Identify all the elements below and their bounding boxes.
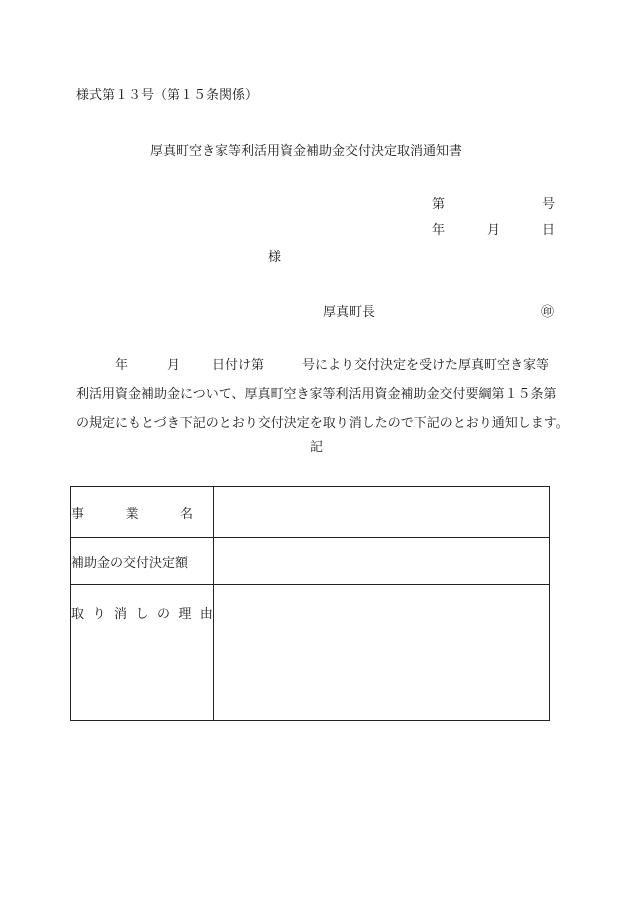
body-line-3: の規定にもとづき下記のとおり交付決定を取り消したので下記のとおり通知します。 (76, 416, 569, 431)
document-number (432, 197, 555, 213)
document-title: 厚真町空き家等利活用資金補助金交付決定取消通知書 (150, 144, 463, 159)
grant-amount-label: 補助金の交付決定額 (71, 538, 214, 585)
body-line-1: 年 月 日付け第 号により交付決定を受けた厚真町空き家等 (115, 358, 550, 373)
sender-name: 厚真町長 (323, 305, 376, 320)
body-line-2: 利活用資金補助金について、厚真町空き家等利活用資金補助金交付要綱第１５条第 (76, 387, 557, 402)
row-cancel-reason (71, 585, 550, 721)
date-year: 年 (432, 223, 446, 238)
row-grant-amount (71, 538, 550, 585)
form-number: 様式第１３号（第１５条関係） (76, 88, 259, 103)
project-name-label: 事 業 名 (71, 487, 214, 538)
doc-number-suffix: 号 (541, 197, 555, 212)
cancel-reason-label: 取 り 消 し の 理 由 (71, 585, 214, 721)
seal-mark: ㊞ (541, 305, 555, 320)
row-project-name (71, 487, 550, 538)
addressee-honorific: 様 (268, 250, 282, 265)
record-table (70, 486, 550, 721)
note-heading: 記 (310, 440, 324, 455)
notice-body (76, 351, 569, 438)
project-name-value[interactable] (214, 487, 550, 538)
grant-amount-value[interactable] (214, 538, 550, 585)
cancel-reason-value[interactable] (214, 585, 550, 721)
date-month: 月 (486, 223, 500, 238)
issue-date (432, 223, 555, 239)
date-day: 日 (541, 223, 555, 238)
doc-number-prefix: 第 (432, 197, 446, 212)
